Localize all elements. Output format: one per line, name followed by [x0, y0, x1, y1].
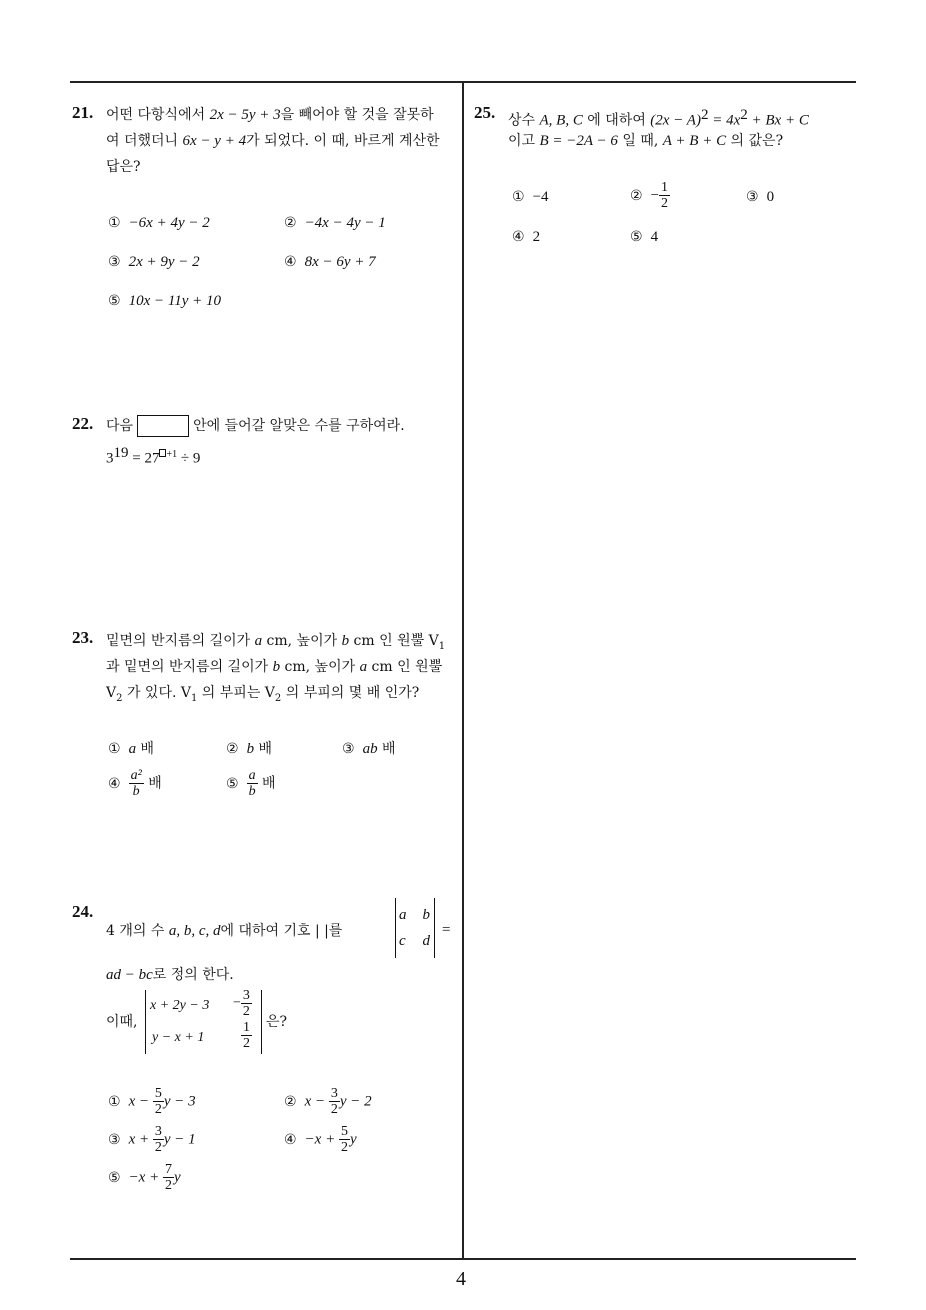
option-pre: −x + — [128, 1169, 163, 1186]
option-mark: ④ — [108, 775, 121, 792]
q21-text: 을 빼어야 할 것을 잘못하 — [280, 107, 434, 123]
question-23-number: 23. — [72, 628, 94, 647]
option-fraction — [153, 1086, 164, 1117]
eq-exponent-2: +1 — [166, 449, 178, 460]
option-mark: ① — [512, 189, 525, 205]
option-post: y − 1 — [163, 1131, 196, 1148]
q23-text: 밑면의 반지름의 길이가 — [106, 633, 255, 649]
q23-option-2[interactable] — [226, 740, 272, 758]
q25-math: + Bx + C — [747, 112, 809, 129]
question-25-line-2 — [508, 132, 783, 150]
option-mark: ⑤ — [108, 293, 121, 309]
question-23-line-1 — [106, 632, 445, 656]
q24-text: 로 정의 한다. — [152, 967, 234, 983]
q25-text: 의 값은? — [726, 133, 784, 149]
option-fraction — [247, 768, 258, 799]
q24-definition-determinant — [395, 898, 435, 958]
fraction-denominator: 2 — [164, 1178, 172, 1193]
question-25-number: 25. — [474, 103, 496, 122]
question-22-equation — [106, 444, 200, 468]
option-mark: ① — [108, 741, 121, 757]
bottom-rule — [70, 1258, 856, 1260]
option-post: y − 3 — [163, 1093, 196, 1110]
q25-math: B = −2A − 6 — [539, 133, 618, 149]
q24-option-3[interactable] — [108, 1124, 196, 1155]
fraction-numerator: 3 — [242, 988, 250, 1003]
fraction-denominator: 2 — [340, 1140, 348, 1155]
q23-text: cm, 높이가 — [262, 633, 342, 649]
q23-subscript: 1 — [438, 640, 446, 652]
q25-superscript: 2 — [740, 107, 748, 123]
q25-superscript: 2 — [700, 107, 709, 123]
option-text: 2 — [532, 229, 541, 245]
q21-option-4[interactable] — [284, 253, 376, 271]
q21-math: 6x − y + 4 — [182, 133, 247, 149]
question-22-number: 22. — [72, 414, 94, 433]
fraction-denominator: 2 — [661, 196, 669, 211]
q23-text: cm, 높이가 — [280, 659, 360, 675]
option-mark: ③ — [108, 254, 121, 270]
fraction-numerator: 3 — [330, 1086, 338, 1101]
q23-text: 의 부피는 V — [197, 685, 275, 701]
option-text: −4x − 4y − 1 — [304, 215, 386, 231]
option-mark: ① — [108, 1093, 121, 1110]
q24-text: 4 개의 수 — [106, 923, 169, 939]
eq-end: ÷ 9 — [177, 450, 201, 467]
fraction-numerator: a — [248, 768, 256, 783]
option-fraction — [659, 180, 670, 211]
option-text: −4 — [532, 189, 549, 205]
q21-text: 여 더했더니 — [106, 133, 183, 149]
option-mark: ② — [284, 1093, 297, 1110]
option-post: y — [349, 1131, 357, 1148]
question-24-line-1 — [106, 922, 342, 940]
det-c: c — [399, 933, 406, 949]
option-mark: ⑤ — [630, 229, 643, 245]
q24-text: 에 대하여 기호 | |를 — [220, 923, 343, 939]
det-m11: x + 2y − 3 — [150, 998, 210, 1013]
option-fraction — [329, 1086, 340, 1117]
fraction-numerator: 1 — [243, 1020, 250, 1035]
q23-subscript: 2 — [116, 692, 123, 704]
eq-exponent: 19 — [113, 445, 129, 461]
fraction-numerator: 3 — [154, 1124, 162, 1139]
fraction-numerator: 5 — [154, 1086, 162, 1101]
q23-subscript: 2 — [274, 692, 282, 704]
fraction-numerator: 7 — [164, 1162, 172, 1177]
q23-subscript: 1 — [190, 692, 198, 704]
q24-math: a, b, c, d — [168, 923, 221, 939]
q23-math: b — [341, 633, 350, 649]
q23-option-1[interactable] — [108, 740, 154, 758]
q25-text: 일 때, — [617, 133, 663, 149]
option-pre: −x + — [304, 1131, 339, 1148]
det-m22-fraction — [241, 1020, 252, 1051]
q25-option-2[interactable] — [630, 180, 670, 211]
option-text: b — [246, 741, 255, 757]
question-24-line-3-label: 이때, — [106, 1014, 138, 1030]
q22-text: 안에 들어갈 알맞은 수를 구하여라. — [193, 418, 405, 434]
option-fraction — [153, 1124, 164, 1155]
question-21-line-1 — [106, 106, 434, 124]
q24-option-4[interactable] — [284, 1124, 357, 1155]
option-mark: ④ — [284, 1131, 297, 1148]
column-divider — [462, 81, 464, 1259]
q24-option-2[interactable] — [284, 1086, 372, 1117]
option-mark: ④ — [284, 254, 297, 270]
option-pre: x − — [304, 1093, 329, 1110]
option-post: y − 2 — [339, 1093, 372, 1110]
option-text: 2x + 9y − 2 — [128, 254, 200, 270]
det-a: a — [399, 907, 407, 923]
option-mark: ③ — [746, 189, 759, 205]
question-24-number: 24. — [72, 902, 94, 921]
option-unit: 배 — [254, 741, 273, 757]
option-mark: ⑤ — [108, 1169, 121, 1186]
q25-text: 이고 — [508, 133, 540, 149]
option-mark: ⑤ — [226, 775, 239, 792]
option-text: 10x − 11y + 10 — [128, 293, 222, 309]
answer-blank-box[interactable] — [137, 415, 189, 437]
fraction-numerator: 5 — [340, 1124, 348, 1139]
eq-base: 3 — [106, 450, 114, 467]
q21-math: 2x − 5y + 3 — [209, 107, 281, 123]
fraction-denominator: b — [248, 784, 256, 799]
q25-text: 상수 — [508, 112, 540, 129]
option-unit: 배 — [136, 741, 155, 757]
q25-text: 에 대하여 — [582, 112, 651, 129]
option-mark: ② — [630, 187, 643, 204]
det-d: d — [422, 933, 430, 949]
q24-equals-sign: = — [442, 922, 451, 938]
option-text: a — [128, 741, 137, 757]
q23-text: 과 밑면의 반지름의 길이가 — [106, 659, 273, 675]
option-sign: − — [650, 187, 660, 204]
q25-option-1[interactable] — [512, 188, 549, 206]
q23-math: a — [254, 633, 263, 649]
fraction-denominator: 2 — [330, 1102, 338, 1117]
q23-math: a — [359, 659, 368, 675]
question-24-line-2 — [106, 966, 234, 984]
option-mark: ③ — [108, 1131, 121, 1148]
question-24-line-3-end: 은? — [266, 1014, 288, 1030]
question-21-line-2 — [106, 132, 440, 150]
option-text: 0 — [766, 189, 775, 205]
q23-text: 가 있다. V — [122, 685, 191, 701]
q21-option-3[interactable] — [108, 253, 200, 271]
q24-option-5[interactable] — [108, 1162, 181, 1193]
option-mark: ④ — [512, 229, 525, 245]
det-m12-sign: − — [233, 995, 241, 1011]
option-fraction — [339, 1124, 350, 1155]
q25-math: = 4x — [708, 112, 741, 129]
q25-option-5[interactable] — [630, 228, 658, 246]
fraction-denominator: 2 — [242, 1004, 250, 1019]
q25-option-3[interactable] — [746, 188, 774, 206]
det-m12 — [233, 988, 252, 1019]
q23-option-4[interactable] — [108, 768, 162, 799]
fraction-numerator: 1 — [661, 180, 669, 195]
q25-math: (2x − A) — [650, 112, 701, 129]
q25-math: A, B, C — [539, 112, 583, 129]
question-25-line-1 — [508, 106, 809, 130]
option-pre: x + — [128, 1131, 153, 1148]
det-m12-fraction — [241, 988, 252, 1019]
option-text: −6x + 4y − 2 — [128, 215, 210, 231]
question-22-line-1 — [106, 415, 405, 437]
q24-math: ad − bc — [106, 967, 153, 983]
q22-text: 다음 — [106, 418, 134, 434]
q21-text: 가 되었다. 이 때, 바르게 계산한 — [246, 133, 440, 149]
q21-option-2[interactable] — [284, 214, 386, 232]
q23-option-3[interactable] — [342, 740, 396, 758]
q24-option-1[interactable] — [108, 1086, 196, 1117]
q23-text: V — [106, 685, 117, 701]
option-unit: 배 — [377, 741, 396, 757]
option-text: 4 — [650, 229, 659, 245]
eq-middle: = 27 — [128, 450, 160, 467]
fraction-numerator: a² — [130, 768, 142, 783]
q23-text: 의 부피의 몇 배 인가? — [281, 685, 420, 701]
fraction-denominator: 2 — [243, 1036, 250, 1051]
q21-option-5[interactable] — [108, 292, 221, 310]
fraction-denominator: 2 — [154, 1102, 162, 1117]
fraction-denominator: 2 — [154, 1140, 162, 1155]
det-b: b — [422, 907, 430, 923]
option-mark: ③ — [342, 741, 355, 757]
q25-math: A + B + C — [662, 133, 727, 149]
det-m21: y − x + 1 — [152, 1030, 205, 1045]
q21-option-1[interactable] — [108, 214, 210, 232]
question-23-line-3 — [106, 684, 419, 708]
q25-option-4[interactable] — [512, 228, 540, 246]
question-21-line-3: 답은? — [106, 159, 141, 175]
q24-matrix-determinant — [145, 990, 262, 1054]
q23-text: cm 인 원뿔 V — [349, 633, 439, 649]
question-21-number: 21. — [72, 103, 94, 122]
option-text: 8x − 6y + 7 — [304, 254, 376, 270]
option-text: ab — [362, 741, 378, 757]
page-number: 4 — [456, 1268, 466, 1290]
question-23-line-2 — [106, 658, 442, 676]
option-mark: ① — [108, 215, 121, 231]
option-fraction — [163, 1162, 174, 1193]
option-unit: 배 — [257, 775, 276, 792]
q21-text: 어떤 다항식에서 — [106, 107, 210, 123]
q23-math: b — [272, 659, 281, 675]
option-pre: x − — [128, 1093, 153, 1110]
option-unit: 배 — [143, 775, 162, 792]
option-mark: ② — [226, 741, 239, 757]
option-mark: ② — [284, 215, 297, 231]
fraction-denominator: b — [132, 784, 140, 799]
option-fraction — [129, 768, 144, 799]
q23-option-5[interactable] — [226, 768, 276, 799]
option-post: y — [173, 1169, 181, 1186]
q23-text: cm 인 원뿔 — [367, 659, 443, 675]
